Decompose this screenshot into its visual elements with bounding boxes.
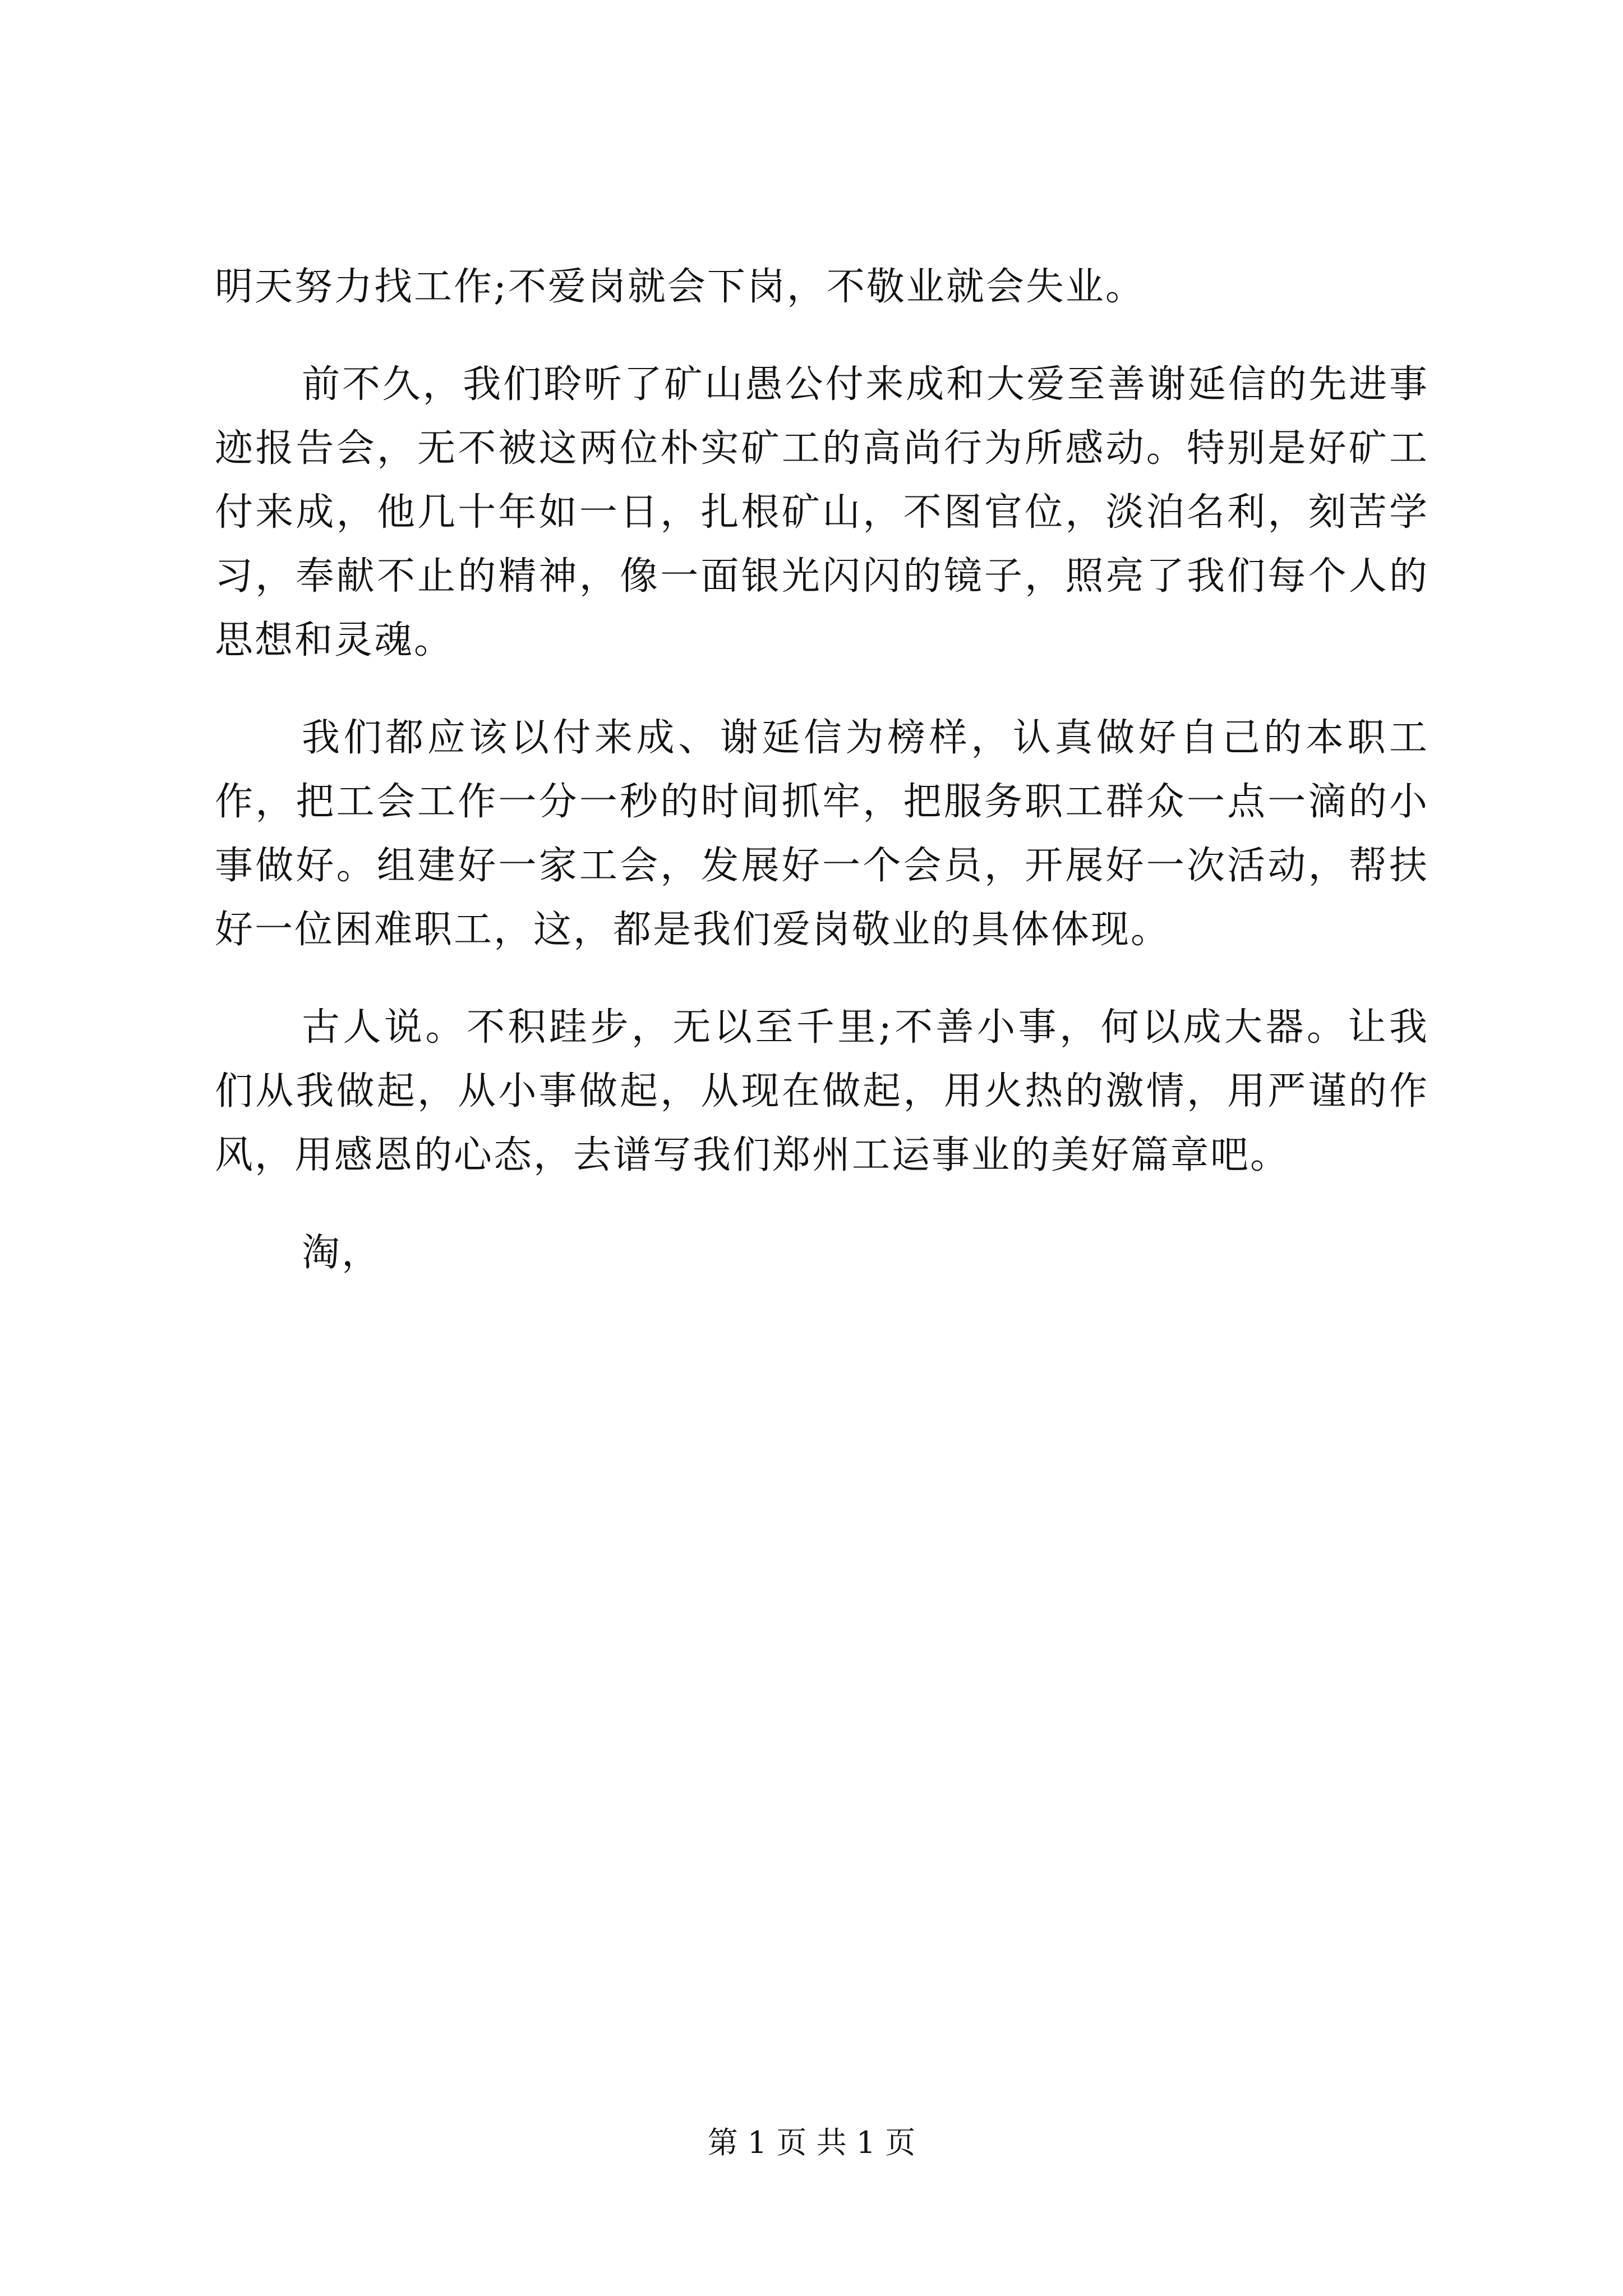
page-footer: 第 1 页 共 1 页 xyxy=(707,2125,916,2160)
document-body xyxy=(215,255,1429,1319)
paragraph-fragment: 淘， xyxy=(302,1231,382,1275)
paragraph-continuation: 明天努力找工作;不爱岗就会下岗，不敬业就会失业。 xyxy=(215,265,1145,309)
paragraph-model-workers: 前不久，我们聆听了矿山愚公付来成和大爱至善谢延信的先进事迹报告会，无不被这两位朴实矿工的高尚行为所感动。特别是好矿工付来成，他几十年如一日，扎根矿山，不图官位，淡泊名利，刻苦学习，奉献不止的精神，像一面银光闪闪的镜子，照亮了我们每个人的思想和灵魂。 xyxy=(215,362,1429,662)
paragraph-role-models: 我们都应该以付来成、谢延信为榜样，认真做好自己的本职工作，把工会工作一分一秒的时间抓牢，把服务职工群众一点一滴的小事做好。组建好一家工会，发展好一个会员，开展好一次活动，帮扶好一位困难职工，这，都是我们爱岗敬业的具体体现。 xyxy=(215,716,1429,952)
paragraph-ancient-saying: 古人说。不积跬步，无以至千里;不善小事，何以成大器。让我们从我做起，从小事做起，从现在做起，用火热的激情，用严谨的作风，用感恩的心态，去谱写我们郑州工运事业的美好篇章吧。 xyxy=(215,1005,1429,1177)
